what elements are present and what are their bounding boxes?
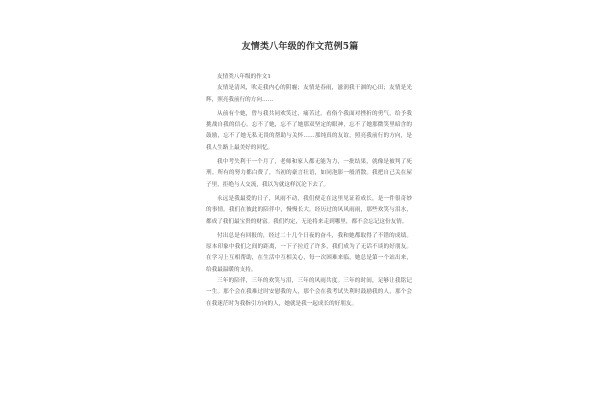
paragraph: 我中考失利于一个月了，老师和家人都无能为力，一批结果，就像是被判了死刑。所有的努力都白费了，当初的豪言壮语，如同泡影一般消散。我把自己关在屋子里，拒绝与人交流，我以为就这样沉沦下去了。 (206, 159, 412, 188)
paragraph: 永远是我最爱的日子，风雨不动，我们便走在这里见证着成长，是一件很奇妙的事情。我们在彼此的陪伴中，慢慢长大。经历过的风风雨雨，那些欢笑与泪水，都成了我们最宝贵的财富。我们约定，无论将来走到哪里，都不会忘记这份友情。 (206, 195, 412, 225)
paragraph: 友情是清风，吹走我内心的阴霾；友情是春雨，滋润我干涸的心田；友情是光辉，照亮我前行的方向…… (206, 85, 412, 103)
paragraph: 三年的陪伴，三年的欢笑与泪，三年的风雨共度。三年的时间，足够让我铭记一生。那个会在我难过时安慰我的人，那个会在我考试失利时鼓励我的人，那个会在我迷茫时为我指引方向的人，她就是我一起成长的好朋友。 (206, 278, 412, 307)
paragraph-heading: 友情类八年级的作文1 (217, 74, 271, 80)
paragraph: 付出总是有回报的，经过二十几个日夜的奋斗，我和她都取得了不错的成绩。原本印象中我们之间的距离，一下子拉近了许多，我们成为了无话不谈的好朋友。在学习上互相帮助，在生活中互相关心，每一次困难来临，她总是第一个站出来，给我最温暖的支持。 (206, 232, 412, 273)
paragraph: 从前有个她，曾与我共同欢笑过，痛苦过。看俗个我面对挫折的勇气，给予我挑战自我的信心。忘不了她，忘不了她那双坚定的眼神，忘不了她那微笑里暗含的鼓励，忘不了她无私无畏的帮助与关怀……那纯真的友谊，照亮我前行的方向，是我人生路上最美好的回忆。 (206, 110, 412, 151)
document-title: 友情类八年级的作文范例5篇 (241, 42, 359, 52)
document-body (206, 72, 412, 310)
